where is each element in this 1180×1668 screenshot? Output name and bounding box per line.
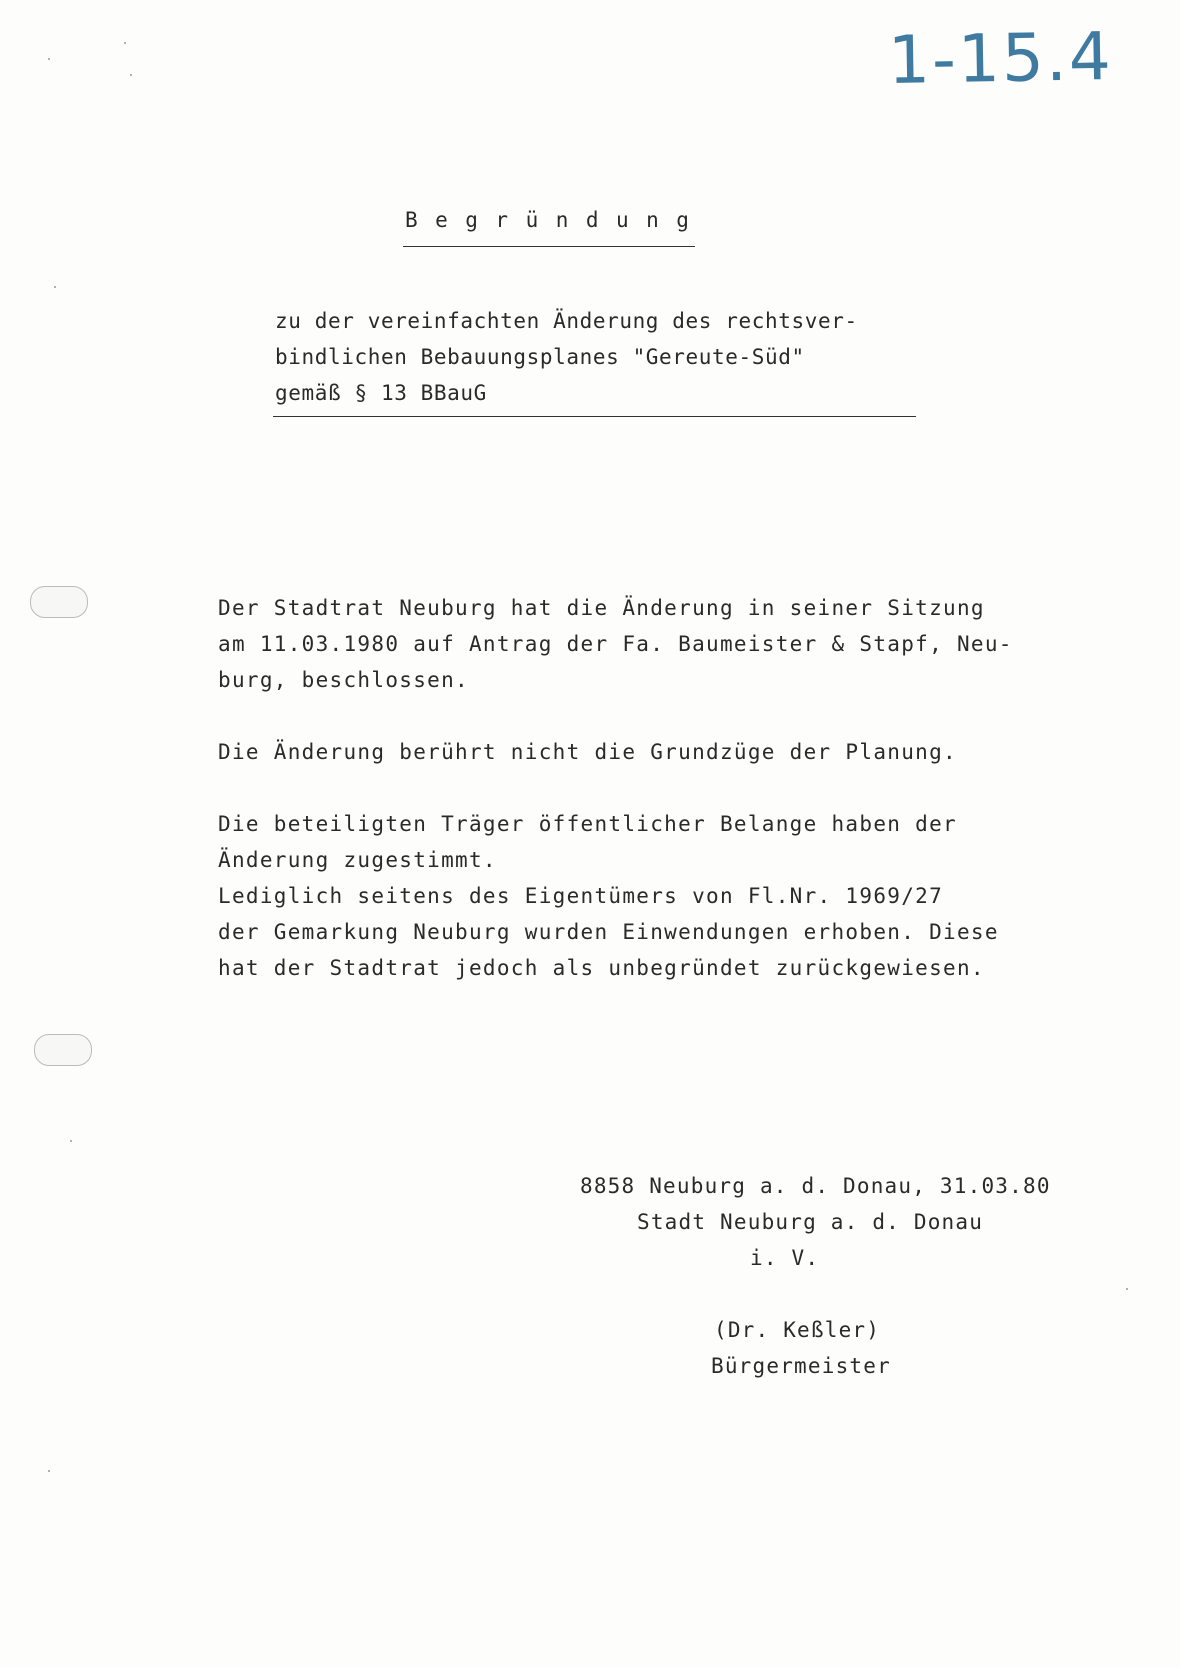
scan-speck bbox=[48, 1470, 50, 1472]
proxy-note: i. V. bbox=[750, 1246, 820, 1270]
paragraph-principles bbox=[218, 734, 1013, 770]
subtitle-line: zu der vereinfachten Änderung des rechtsver- bbox=[275, 309, 858, 333]
signature-block bbox=[580, 1168, 1080, 1384]
signature-space bbox=[580, 1276, 1080, 1312]
body-line: der Gemarkung Neuburg wurden Einwendungen erhoben. Diese bbox=[218, 920, 999, 944]
place-date: 8858 Neuburg a. d. Donau, 31.03.80 bbox=[580, 1174, 1051, 1198]
scan-speck bbox=[124, 42, 126, 44]
body-line: Die Änderung berührt nicht die Grundzüge der Planung. bbox=[218, 740, 957, 764]
document-body bbox=[218, 590, 1013, 1022]
authority: Stadt Neuburg a. d. Donau bbox=[637, 1210, 984, 1234]
punch-hole-top bbox=[30, 586, 88, 618]
paragraph-resolution bbox=[218, 590, 1013, 698]
signatory-role: Bürgermeister bbox=[711, 1354, 891, 1378]
subtitle-underline bbox=[273, 416, 916, 417]
archive-stamp: 1-15.4 bbox=[887, 18, 1114, 99]
scan-speck bbox=[48, 58, 50, 60]
subtitle-line: gemäß § 13 BBauG bbox=[275, 381, 487, 405]
body-line: hat der Stadtrat jedoch als unbegründet zurückgewiesen. bbox=[218, 956, 985, 980]
body-line: am 11.03.1980 auf Antrag der Fa. Baumeister & Stapf, Neu- bbox=[218, 632, 1013, 656]
body-line: Lediglich seitens des Eigentümers von Fl.Nr. 1969/27 bbox=[218, 884, 944, 908]
scan-speck bbox=[130, 74, 132, 76]
body-line: Änderung zugestimmt. bbox=[218, 848, 497, 872]
document-subtitle bbox=[275, 303, 858, 411]
body-line: burg, beschlossen. bbox=[218, 668, 469, 692]
body-line: Die beteiligten Träger öffentlicher Belange haben der bbox=[218, 812, 957, 836]
signatory-name: (Dr. Keßler) bbox=[714, 1318, 881, 1342]
paragraph-objections bbox=[218, 806, 1013, 986]
scan-speck bbox=[70, 1140, 72, 1142]
subtitle-line: bindlichen Bebauungsplanes "Gereute-Süd" bbox=[275, 345, 805, 369]
scan-speck bbox=[54, 286, 56, 288]
body-line: Der Stadtrat Neuburg hat die Änderung in seiner Sitzung bbox=[218, 596, 985, 620]
title-underline bbox=[403, 246, 695, 247]
punch-hole-bottom bbox=[34, 1034, 92, 1066]
document-title: Begründung bbox=[405, 208, 707, 232]
scan-speck bbox=[1126, 1288, 1128, 1290]
